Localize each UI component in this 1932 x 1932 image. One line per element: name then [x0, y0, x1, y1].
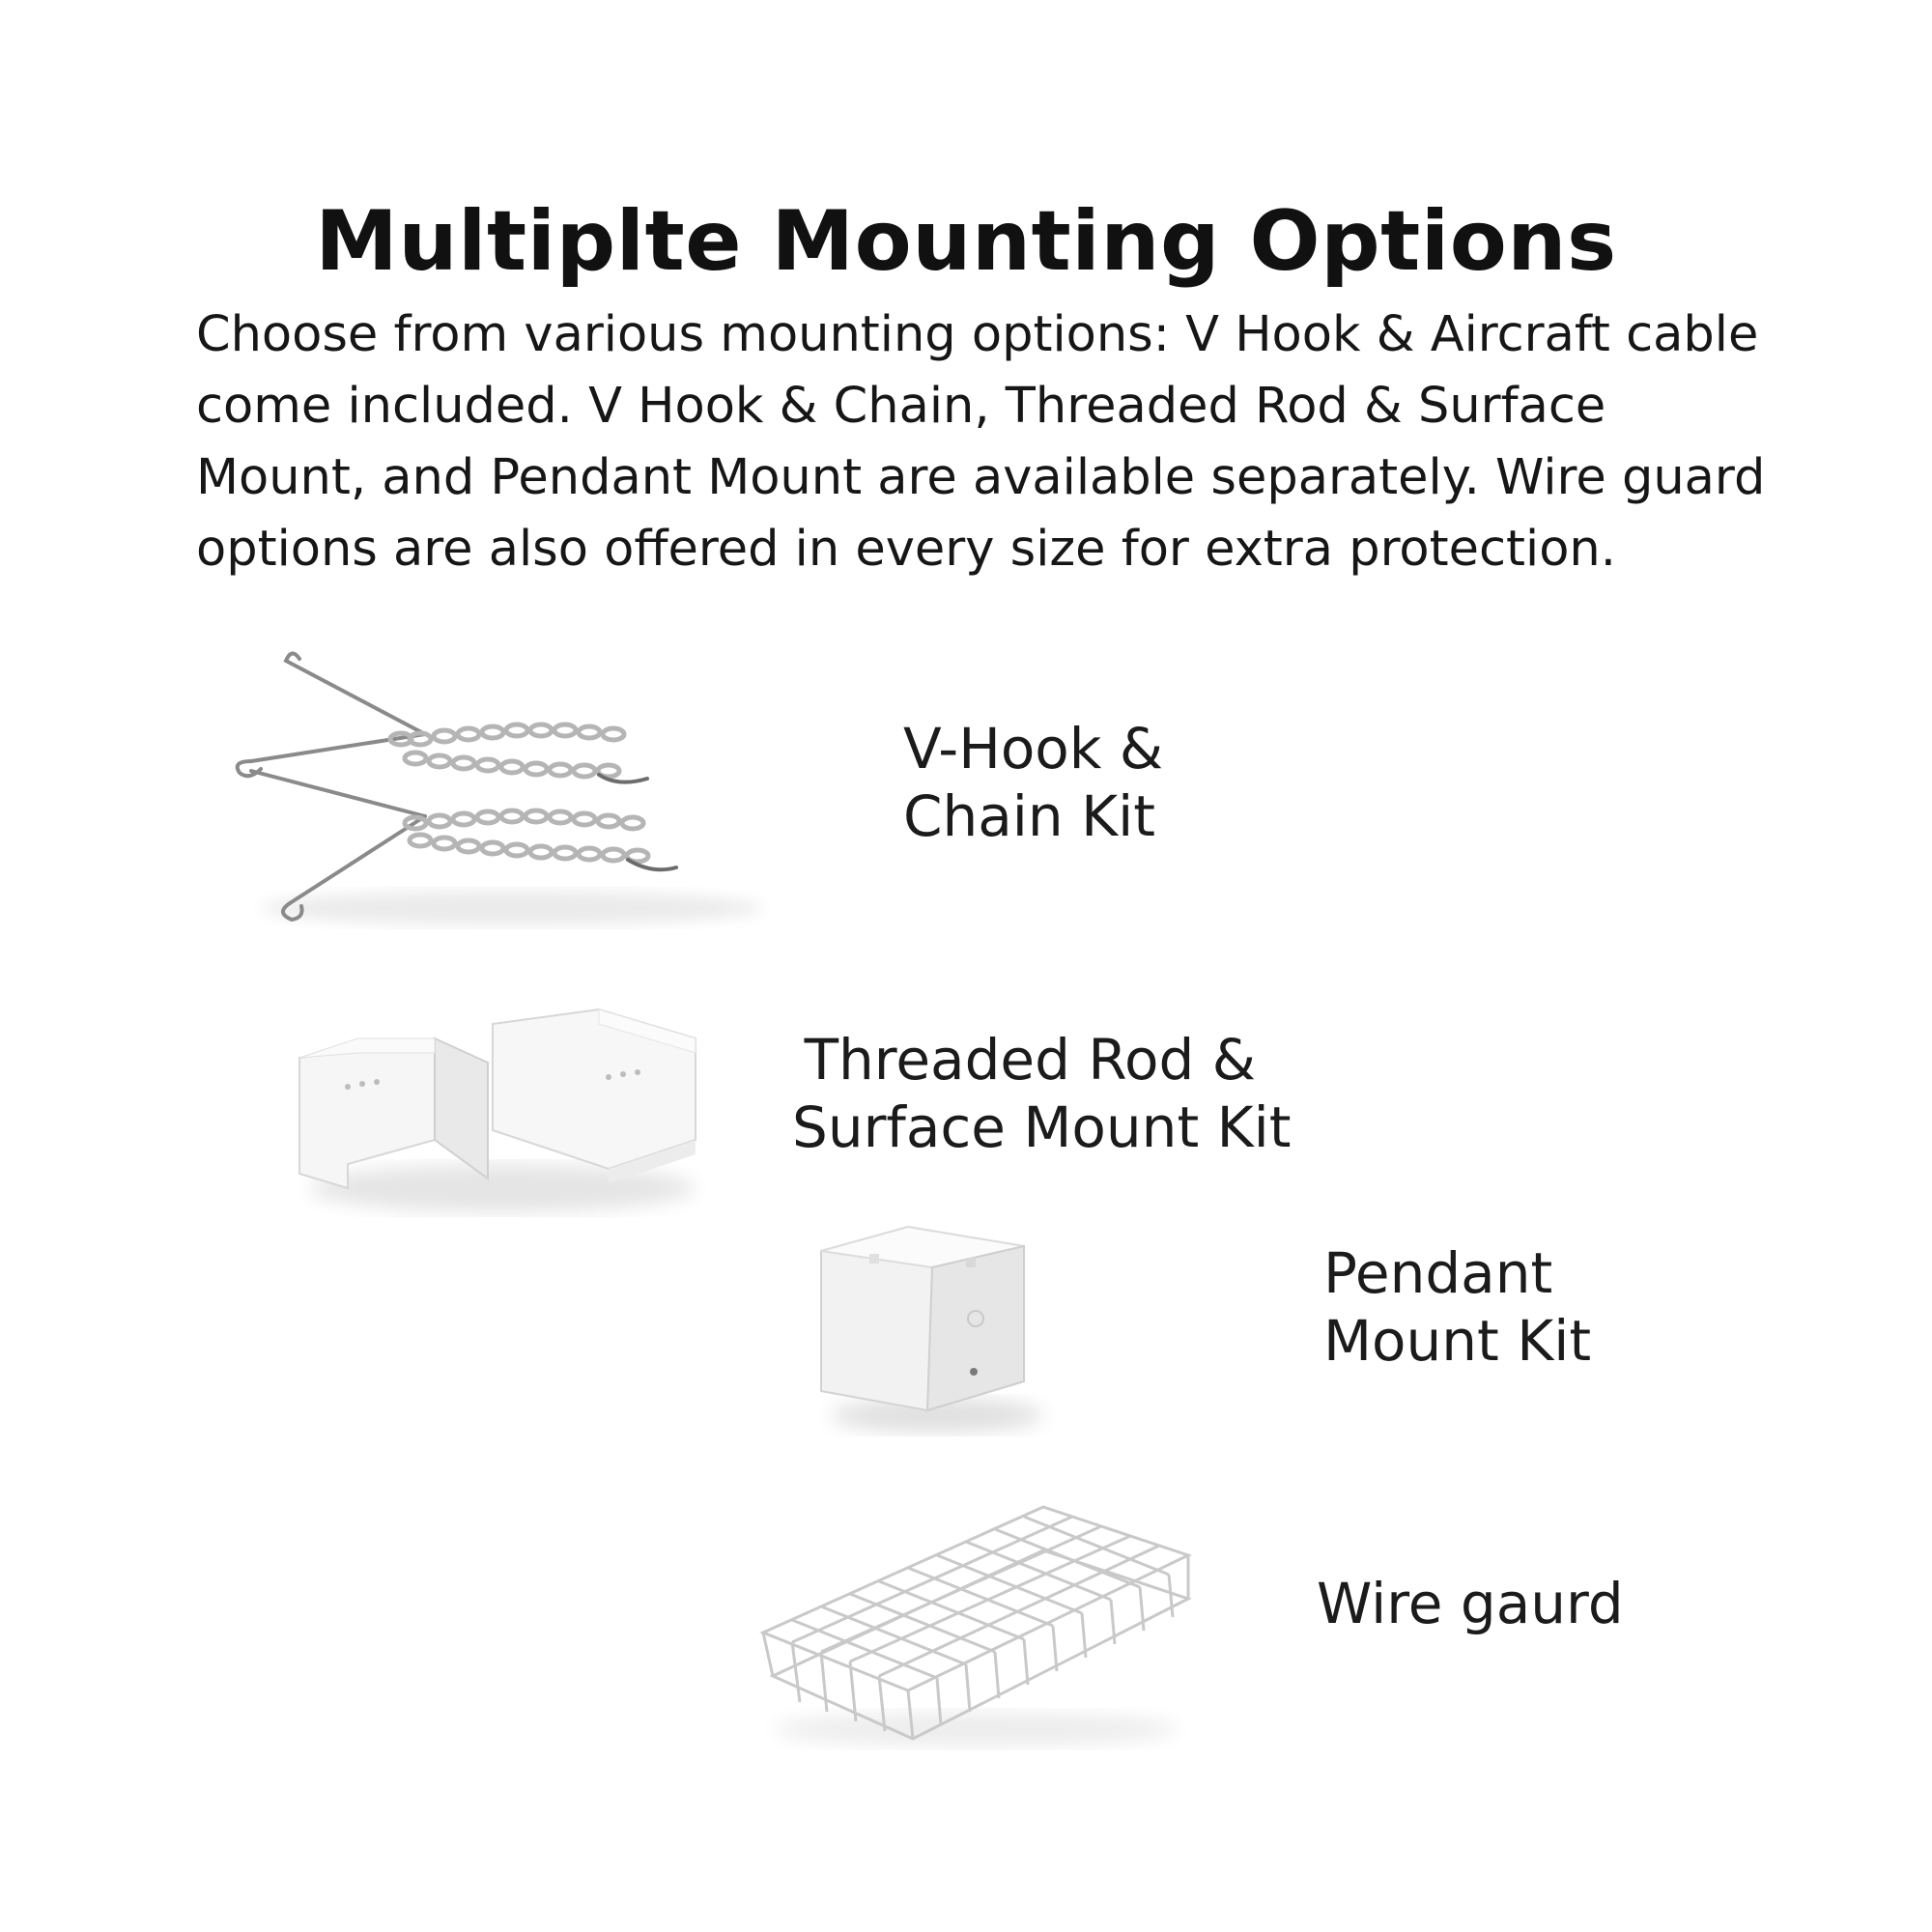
wire-guard-image: [753, 1497, 1198, 1758]
kit-label-line: Wire gaurd: [1317, 1571, 1624, 1636]
kit-label-line: Threaded Rod &: [804, 1027, 1256, 1093]
kit-label-line: Mount Kit: [1323, 1308, 1592, 1374]
kit-label-line: V-Hook &: [903, 716, 1164, 781]
wire-guard-label: [1317, 1570, 1624, 1637]
page-title: Multiplte Mounting Options: [315, 193, 1617, 290]
description-paragraph: Choose from various mounting options: V Hook & Aircraft cable come included. V Hook & Chain, Threaded Rod & Surface Mount, and Pendant Mount are available separately. Wire guard options are also offered in every size for extra protection.: [196, 306, 1766, 578]
kit-label-line: Pendant: [1323, 1240, 1553, 1306]
kit-label-line: Chain Kit: [903, 783, 1155, 849]
v-hook-chain-kit-label: [903, 715, 1164, 850]
pendant-mount-kit-label: [1323, 1239, 1591, 1375]
pendant-mount-box-image: [811, 1208, 1063, 1439]
v-hook-chain-kit-image: [222, 647, 802, 937]
threaded-rod-kit-label: [792, 1026, 1292, 1161]
kit-label-line: Surface Mount Kit: [792, 1094, 1292, 1160]
threaded-rod-bracket-image: [290, 995, 715, 1227]
